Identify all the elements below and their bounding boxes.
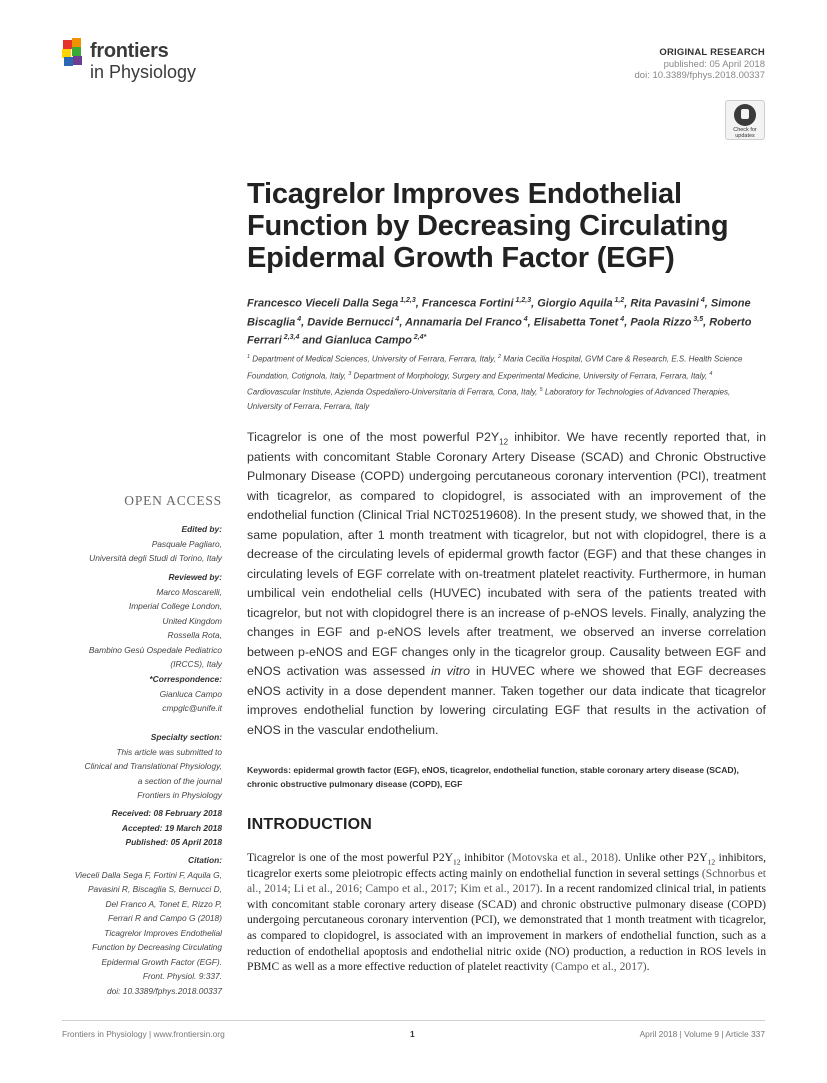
logo-journal-name: in Physiology bbox=[90, 62, 197, 82]
section-heading-introduction: INTRODUCTION bbox=[247, 816, 373, 833]
page-number: 1 bbox=[410, 1029, 415, 1039]
author-name[interactable]: Francesco Vieceli Dalla Sega bbox=[247, 297, 399, 310]
author-name[interactable]: Francesca Fortini bbox=[421, 297, 514, 310]
article-meta bbox=[635, 47, 765, 82]
author-name[interactable]: Davide Bernucci bbox=[307, 316, 394, 329]
check-for-updates-button[interactable] bbox=[725, 100, 765, 140]
author-affiliation-marker: 4 bbox=[295, 315, 302, 323]
accepted-date: Accepted: 19 March 2018 bbox=[121, 822, 222, 833]
check-updates-label: Check for updates bbox=[733, 127, 757, 139]
sidebar-line: Pavasini R, Biscaglia S, Bernucci D, bbox=[87, 884, 222, 894]
footer-volume-info: April 2018 | Volume 9 | Article 337 bbox=[639, 1029, 765, 1039]
author-name[interactable]: Paola Rizzo bbox=[630, 316, 692, 329]
sidebar-line: Front. Physiol. 9:337. bbox=[142, 971, 222, 981]
article-doi[interactable]: doi: 10.3389/fphys.2018.00337 bbox=[634, 70, 765, 81]
affiliations: $^1$ Department of Medical Sciences, University of Ferrara, Ferrara, Italy, $^2$ Maria Cecilia Hospital, GVM Care & Research, E.S. Health Science Foundation, Cotignola, Italy, $^3$ Department of Morphology, Surgery and Experimental Medicine, University of Ferrara, Ferrara, Italy, $^4$ Cardiovascular Institute, Azienda Ospedaliero-Universitaria di Ferrara, Cona, Italy, $^5$ Laboratory for Technologies of Advanced Therapies, University of Ferrara, Ferrara, Italy bbox=[247, 354, 743, 411]
affiliation-item: Maria Cecilia Hospital, GVM Care & Research, E.S. Health Science Foundation, Cotignola, Italy, bbox=[247, 354, 743, 381]
author-name[interactable]: Elisabetta Tonet bbox=[533, 316, 619, 329]
article-title: Ticagrelor Improves Endothelial Function by Decreasing Circulating Epidermal Growth Factor (EGF) bbox=[247, 178, 729, 274]
footer-journal-link[interactable]: Frontiers in Physiology | www.frontiersin.org bbox=[62, 1029, 225, 1039]
sidebar-line: Pasquale Pagliaro, bbox=[151, 538, 222, 549]
bookmark-icon bbox=[734, 104, 756, 126]
sidebar-line: Ticagrelor Improves Endothelial bbox=[104, 927, 222, 938]
open-access-label: OPEN ACCESS bbox=[124, 493, 222, 508]
sidebar-line: Function by Decreasing Circulating bbox=[92, 942, 222, 952]
author-affiliation-marker: 1,2 bbox=[612, 297, 625, 304]
affiliation-item: Department of Morphology, Surgery and Experimental Medicine, University of Ferrara, Ferrara, Italy, bbox=[351, 371, 710, 381]
journal-logo[interactable] bbox=[62, 38, 212, 84]
edited-by: Edited by: Pasquale Pagliaro, Università degli Studi di Torino, Italy bbox=[42, 522, 222, 566]
author-name[interactable]: Gianluca Campo bbox=[325, 334, 412, 347]
author-name[interactable]: Rita Pavasini bbox=[630, 297, 699, 310]
citation-link[interactable]: (Schnorbus et al., 2014; Li et al., 2016; Campo et al., 2017; Kim et al., 2017) bbox=[247, 866, 766, 896]
sidebar-line: doi: 10.3389/fphys.2018.00337 bbox=[106, 985, 222, 996]
introduction-paragraph: Ticagrelor is one of the most powerful $P2Y_{12}$ inhibitor (Motovska et al., 2018). Unlike other $P2Y_{12}$ inhibitors, ticagrelor exerts some pleiotropic effects acting mainly on endothelial function in several settings (Schnorbus et al., 2014; Li et al., 2016; Campo et al., 2017; Kim et al., 2017). In a recent randomized clinical trial, in patients with concomitant stable coronary artery disease (SCAD) and chronic obstructive pulmonary disease (COPD) undergoing percutaneous coronary intervention (PCI), we demonstrated that 1 month treatment with ticagrelor, as compared to clopidogrel, is associated with an improvement in markers of endothelial function, such as a reduction of endothelial apoptosis and endothelial nitric oxide (NO) production, a reduction in ROS levels in PBMC as well as a more effective reduction of platelet reactivity (Campo et al., 2017). bbox=[247, 851, 766, 974]
citation-link[interactable]: (Campo et al., 2017) bbox=[551, 960, 647, 974]
sidebar-line: Bambino Gesù Ospedale Pediatrico bbox=[88, 644, 222, 655]
author-list: Francesco Vieceli Dalla Sega $^{1,2,3}$, Francesca Fortini $^{1,2,3}$, Giorgio Aquila $^{1,2}$, Rita Pavasini $^4$, Simone Biscaglia $^4$, Davide Bernucci $^4$, Annamaria Del Franco $^4$, Elisabetta Tonet $^4$, Paola Rizzo $^{3,5}$, Roberto Ferrari $^{2,3,4}$ and Gianluca Campo $^{2,4*}$ bbox=[247, 297, 752, 347]
received-date: Received: 08 February 2018 bbox=[111, 808, 222, 818]
citation-link[interactable]: (Motovska et al., 2018) bbox=[507, 851, 619, 864]
author-name[interactable]: Simone Biscaglia bbox=[247, 297, 751, 329]
abstract: Ticagrelor is one of the most powerful $P2Y_{12}$ inhibitor. We have recently reported that, in patients with concomitant Stable Coronary Artery Disease (SCAD) and Chronic Obstructive Pulmonary Disease (COPD) undergoing percutaneous coronary intervention (PCI), treatment with ticagrelor, as compared to clopidogrel, is associated with an improvement of the endothelial function (Clinical Trial NCT02519608). In the present study, we showed that, in the same population, after 1 month treatment with ticagrelor, but not with clopidogrel, there is a decrease of the circulating levels of epidermal growth factor (EGF) and that these changes in circulating levels of EGF correlate with on-treatment platelet reactivity. Furthermore, in human umbilical vein endothelial cells (HUVEC) incubated with sera of the patients treated with ticagrelor, but not with clopidogrel there is an increase of p-eNOS levels. Finally, analyzing the changes in EGF and p-eNOS levels after treatment, we observed an inverse correlation between p-eNOS and EGF changes only in the ticagrelor group. Causality between EGF and eNOS activation was assessed in vitro in HUVEC where we showed that EGF decreases eNOS activity in a dose dependent manner. Taken together our data indicate that ticagrelor improves endothelial function by lowering circulating EGF that results in the activation of eNOS in the vascular endothelium. bbox=[247, 430, 766, 737]
sidebar-line: a section of the journal bbox=[137, 775, 222, 786]
published-date: published: 05 April 2018 bbox=[663, 58, 765, 70]
published-date-sidebar: Published: 05 April 2018 bbox=[125, 837, 222, 847]
author-affiliation-marker: 1,2,3 bbox=[513, 297, 532, 304]
author-affiliation-marker: 2,3,4 bbox=[281, 334, 300, 342]
logo-wordmark: frontiers bbox=[90, 40, 169, 62]
author-name[interactable]: Roberto Ferrari bbox=[247, 316, 752, 347]
dates bbox=[42, 806, 222, 850]
author-affiliation-marker: 2,4* bbox=[411, 334, 427, 342]
sidebar-line: Rossella Rota, bbox=[167, 630, 222, 640]
author-affiliation-marker: 1,2,3 bbox=[398, 297, 416, 304]
sidebar-line: Ferrari R and Campo G (2018) bbox=[107, 913, 222, 923]
author-affiliation-marker: 4 bbox=[521, 315, 528, 323]
sidebar-line: Gianluca Campo bbox=[159, 688, 222, 699]
correspondence: *Correspondence: Gianluca Campo cmpglc@unife.it bbox=[42, 672, 222, 716]
article-type: ORIGINAL RESEARCH bbox=[659, 47, 765, 58]
sidebar-line: (IRCCS), Italy bbox=[170, 659, 222, 669]
sidebar-line: This article was submitted to bbox=[116, 746, 222, 757]
keywords: Keywords: epidermal growth factor (EGF), eNOS, ticagrelor, endothelial function, stable coronary artery disease (SCAD), chronic obstructive pulmonary disease (COPD), EGF bbox=[247, 765, 739, 789]
author-affiliation-marker: 4 bbox=[618, 315, 625, 323]
sidebar-line: Epidermal Growth Factor (EGF). bbox=[101, 956, 222, 967]
sidebar-line: Vieceli Dalla Sega F, Fortini F, Aquila G, bbox=[74, 869, 222, 880]
footer-divider bbox=[62, 1020, 765, 1021]
sidebar-line: Marco Moscarelli, bbox=[156, 586, 222, 597]
author-affiliation-marker: 4 bbox=[393, 315, 400, 323]
author-affiliation-marker: 3,5 bbox=[691, 315, 704, 323]
sidebar-line: Clinical and Translational Physiology, bbox=[84, 761, 222, 771]
author-name[interactable]: Annamaria Del Franco bbox=[405, 316, 522, 329]
sidebar-line: Del Franco A, Tonet E, Rizzo P, bbox=[105, 898, 222, 909]
affiliation-item: Laboratory for Technologies of Advanced Therapies, University of Ferrara, Ferrara, Italy bbox=[247, 387, 731, 411]
author-affiliation-marker: 4 bbox=[698, 297, 705, 304]
sidebar-line: cmpglc@unife.it bbox=[162, 703, 222, 713]
reviewed-by: Reviewed by: Marco Moscarelli, Imperial College London, United Kingdom Rossella Rota, Bambino Gesù Ospedale Pediatrico (IRCCS), Italy bbox=[42, 570, 222, 672]
sidebar-line: Frontiers in Physiology bbox=[137, 790, 222, 800]
sidebar-line: Università degli Studi di Torino, Italy bbox=[89, 553, 222, 563]
sidebar-line: Imperial College London, bbox=[128, 601, 222, 611]
affiliation-item: Cardiovascular Institute, Azienda Ospedaliero-Universitaria di Ferrara, Cona, Italy, bbox=[247, 387, 540, 397]
citation-block: Citation: Vieceli Dalla Sega F, Fortini F, Aquila G, Pavasini R, Biscaglia S, Bernucci D, Del Franco A, Tonet E, Rizzo P, Ferrari R and Campo G (2018) Ticagrelor Improves Endothelial Function by Decreasing Circulating Epidermal Growth Factor (EGF). Front. Physiol. 9:337. doi: 10.3389/fphys.2018.00337 bbox=[42, 853, 222, 998]
affiliation-item: Department of Medical Sciences, University of Ferrara, Ferrara, Italy, bbox=[250, 354, 498, 364]
specialty-section: Specialty section: This article was submitted to Clinical and Translational Physiology, a section of the journal Frontiers in Physiology bbox=[42, 730, 222, 803]
author-name[interactable]: Giorgio Aquila bbox=[537, 297, 613, 310]
sidebar-line: United Kingdom bbox=[162, 615, 222, 626]
frontiers-logo-icon bbox=[62, 38, 86, 66]
